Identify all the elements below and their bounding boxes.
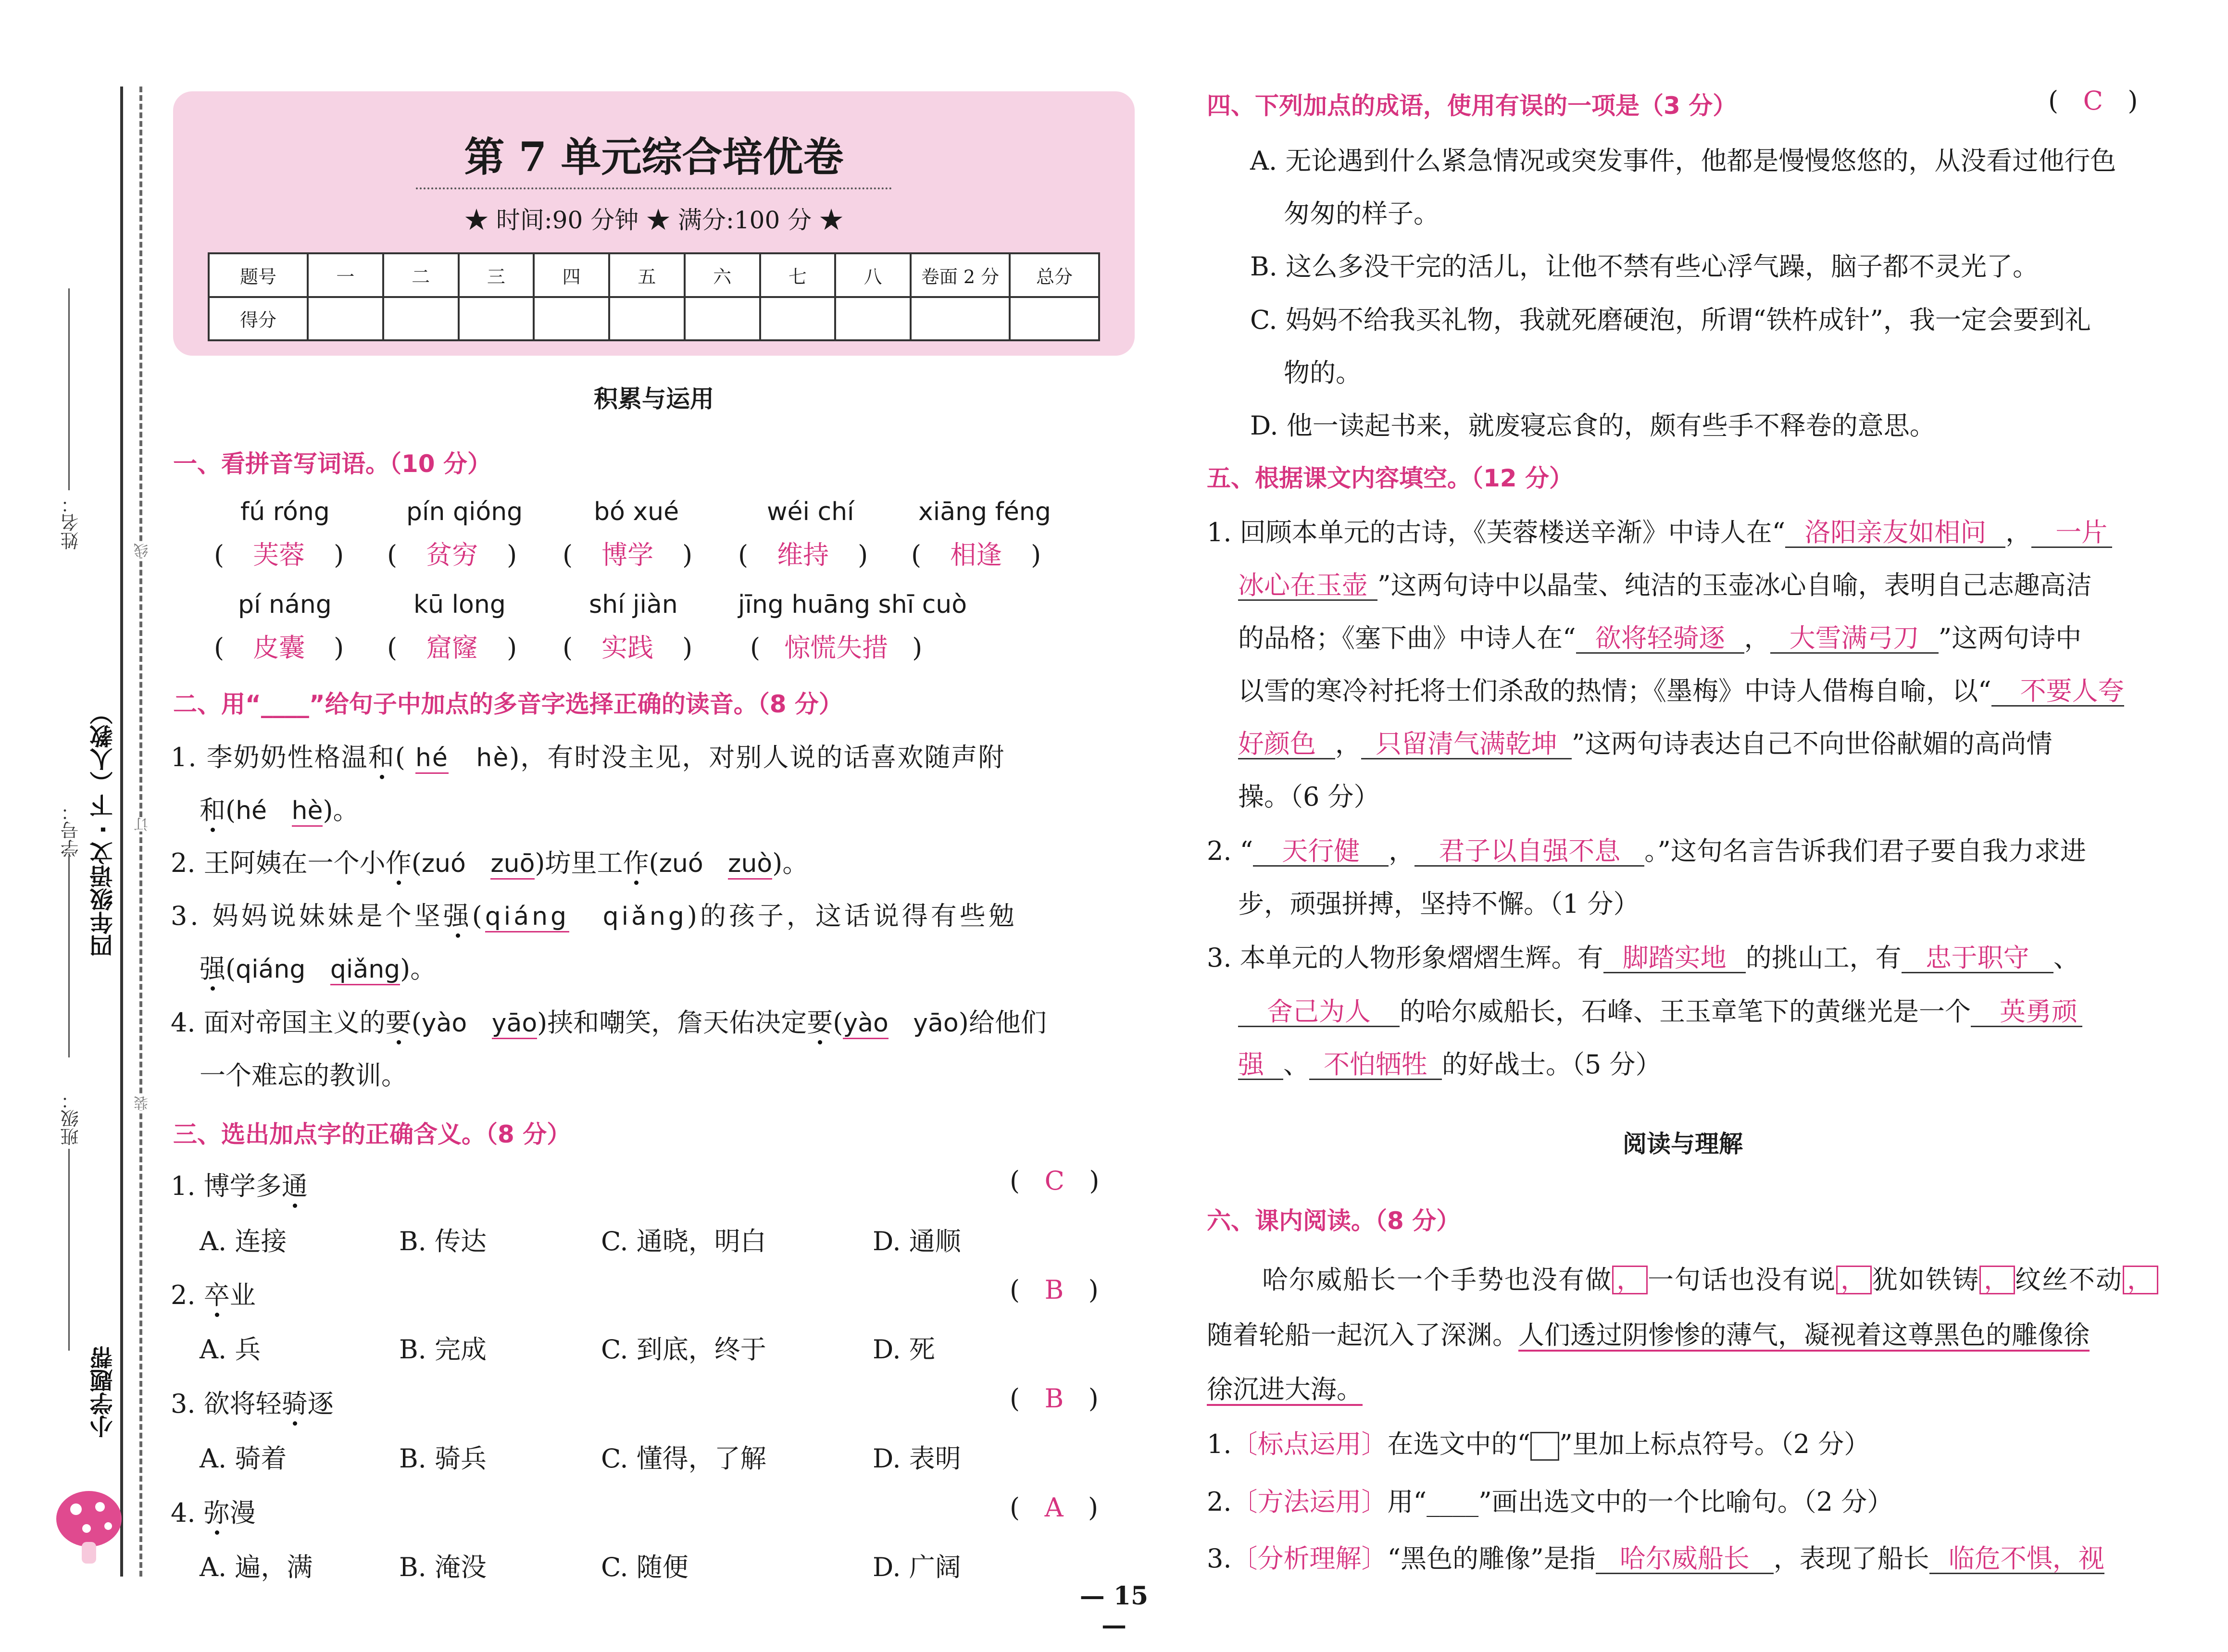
punctuation-box[interactable]: ， bbox=[1979, 1266, 2015, 1294]
pinyin-option[interactable]: qiáng bbox=[236, 955, 306, 984]
dotted-char: 和 bbox=[200, 795, 225, 825]
exam-info: ★ 时间:90 分钟 ★ 满分:100 分 ★ bbox=[464, 206, 844, 234]
score-cell: 题号 bbox=[209, 253, 308, 297]
score-cell: 一 bbox=[308, 253, 383, 297]
answer: 皮囊 bbox=[253, 633, 305, 663]
underlined-metaphor: 徐沉进大海。 bbox=[1207, 1374, 1363, 1404]
pinyin-option[interactable]: hè bbox=[476, 744, 510, 772]
question-tag: 〔分析理解〕 bbox=[1231, 1543, 1388, 1574]
q5-item-3-line2 bbox=[1238, 991, 2082, 1028]
text: 。 bbox=[782, 848, 809, 878]
text: 坊里工 bbox=[545, 848, 623, 878]
q2-item-1-line2 bbox=[200, 790, 359, 827]
q3-option: C. 到底，终于 bbox=[601, 1334, 766, 1365]
q3-option: D. 死 bbox=[873, 1334, 935, 1365]
q2-item-4-line2: 一个难忘的教训。 bbox=[200, 1060, 407, 1091]
book-label: 四年级语文 · 下（人教） bbox=[90, 702, 117, 957]
text: ( bbox=[395, 742, 406, 772]
text: 。 bbox=[410, 954, 437, 984]
q1-pinyin-1: fú róng bbox=[240, 497, 330, 526]
q3-option: B. 淹没 bbox=[399, 1552, 487, 1582]
text: 用“____”画出选文中的一个比喻句。（2 分） bbox=[1387, 1487, 1893, 1517]
score-cell: 四 bbox=[534, 253, 609, 297]
q1-answer-8: ( 实践 ) bbox=[563, 633, 693, 663]
score-cell: 五 bbox=[609, 253, 685, 297]
q2-item-3-line1: 3. 妈妈说妹妹是个坚强(qiáng qiǎng)的孩子，这话说得有些勉 bbox=[171, 895, 1017, 932]
q3-option: B. 完成 bbox=[399, 1334, 487, 1365]
q3-item-4 bbox=[171, 1492, 256, 1529]
punctuation-box[interactable]: ， bbox=[1836, 1266, 1872, 1294]
text: ”这两句诗表达自己不向世俗献媚的高尚情 bbox=[1572, 729, 2053, 759]
q3-answer-2[interactable]: ( B ) bbox=[1010, 1275, 1099, 1305]
text: 4. bbox=[171, 1498, 204, 1528]
q4-answer[interactable]: ( C ) bbox=[2048, 86, 2138, 116]
fill-blank[interactable]: 不要人夸 bbox=[1991, 677, 2124, 707]
q3-option: B. 骑兵 bbox=[399, 1443, 487, 1474]
q1-answer-1: ( 芙蓉 ) bbox=[214, 540, 344, 570]
text: ”这两句诗中 bbox=[1938, 623, 2082, 653]
text: )。 bbox=[323, 795, 359, 825]
text: 的孩子，这话说得有些勉 bbox=[700, 901, 1017, 931]
answer: 维持 bbox=[777, 540, 829, 570]
fill-blank[interactable]: 临危不惧，视 bbox=[1929, 1544, 2104, 1574]
answer: B bbox=[1044, 1275, 1064, 1305]
text: 3. bbox=[1207, 1543, 1232, 1574]
score-input[interactable] bbox=[534, 297, 609, 341]
q1-pinyin-2: pín qióng bbox=[406, 497, 523, 526]
q3-item-3 bbox=[171, 1383, 334, 1420]
text: 在选文中的“ bbox=[1387, 1429, 1531, 1459]
dotted-char: 强 bbox=[200, 954, 225, 984]
pinyin-option-selected[interactable]: yāo bbox=[492, 1009, 537, 1039]
q2-title: 二、用“____”给句子中加点的多音字选择正确的读音。（8 分） bbox=[173, 690, 843, 718]
q6-subq-2 bbox=[1207, 1481, 1893, 1518]
page-title: 第 7 单元综合培优卷 bbox=[464, 133, 844, 181]
pinyin-option-selected[interactable]: hé bbox=[415, 744, 449, 774]
text: 2. bbox=[1207, 1487, 1232, 1517]
dotted-char: 卒 bbox=[203, 1280, 230, 1310]
score-input[interactable] bbox=[685, 297, 760, 341]
q1-answer-6: ( 皮囊 ) bbox=[214, 633, 344, 663]
binding-line-outer bbox=[120, 87, 123, 1577]
text: 1. 博学多 bbox=[171, 1171, 282, 1201]
fill-blank[interactable]: 脚踏实地 bbox=[1603, 944, 1746, 973]
q5-item-1-line5 bbox=[1238, 723, 2053, 760]
punctuation-box[interactable]: ， bbox=[1612, 1266, 1648, 1294]
q1-pinyin-6: pí náng bbox=[238, 590, 332, 619]
q5-item-1-line3 bbox=[1238, 618, 2081, 655]
q1-answer-2: ( 贫穷 ) bbox=[387, 540, 517, 570]
answer: C bbox=[1044, 1166, 1064, 1196]
score-cell: 二 bbox=[383, 253, 459, 297]
id-blank bbox=[68, 856, 70, 1057]
q4-option-c-line2: 物的。 bbox=[1284, 358, 1362, 388]
fill-blank[interactable]: 强 bbox=[1238, 1050, 1283, 1080]
q1-pinyin-8: shí jiàn bbox=[589, 590, 678, 619]
text: 一句话也没有说 bbox=[1648, 1265, 1836, 1295]
q2-item-4-line1: 4. 面对帝国主义的要(yào yāo)挟和嘲笑，詹天佑决定要(yào yāo)给他们 bbox=[171, 1002, 1047, 1039]
answer: 窟窿 bbox=[426, 633, 478, 663]
text: 2. bbox=[171, 1280, 204, 1310]
text: 1. 回顾本单元的古诗，《芙蓉楼送辛渐》中诗人在“ bbox=[1207, 517, 1786, 547]
text: 2. “ bbox=[1207, 836, 1253, 866]
answer: 贫穷 bbox=[426, 540, 478, 570]
score-cell: 六 bbox=[685, 253, 760, 297]
id-label: 学号： bbox=[61, 803, 82, 857]
q6-title: 六、课内阅读。（8 分） bbox=[1207, 1207, 1461, 1235]
q4-option-c-line1: C. 妈妈不给我买礼物，我就死磨硬泡，所谓“铁杵成针”，我一定会要到礼 bbox=[1250, 305, 2091, 335]
fill-blank[interactable]: 忠于职守 bbox=[1902, 944, 2053, 973]
fill-blank[interactable]: 只留清气满乾坤 bbox=[1361, 730, 1572, 759]
q3-item-1 bbox=[171, 1166, 308, 1203]
text: 挟和嘲笑，詹天佑决定 bbox=[547, 1007, 807, 1038]
text: 以雪的寒冷衬托将士们杀敌的热情；《墨梅》中诗人借梅自喻，以“ bbox=[1238, 676, 1991, 706]
binding-word-line: 线 bbox=[132, 543, 153, 558]
q3-option: C. 通晓，明白 bbox=[601, 1226, 766, 1256]
score-input[interactable] bbox=[459, 297, 534, 341]
answer: 博学 bbox=[601, 540, 654, 570]
q1-pinyin-3: bó xué bbox=[594, 497, 679, 526]
text: 。”这句名言告诉我们君子要自我力求进 bbox=[1644, 836, 2086, 866]
text: 的品格；《塞下曲》中诗人在“ bbox=[1238, 623, 1576, 653]
text: 哈尔威船长一个手势也没有做 bbox=[1262, 1265, 1612, 1295]
fill-blank[interactable]: 英勇顽 bbox=[1971, 997, 2082, 1027]
pinyin-option[interactable]: yào bbox=[421, 1009, 467, 1038]
pinyin-option-selected[interactable]: zuò bbox=[728, 849, 772, 880]
score-table-score-row bbox=[209, 297, 1099, 341]
fill-blank[interactable]: 不怕牺牲 bbox=[1309, 1050, 1442, 1080]
q1-answer-5: ( 相逢 ) bbox=[911, 540, 1041, 570]
text: “黑色的雕像”是指 bbox=[1387, 1543, 1596, 1574]
text: 纹丝不动 bbox=[2015, 1265, 2123, 1295]
q5-item-1-line1 bbox=[1207, 512, 2112, 549]
score-input[interactable] bbox=[609, 297, 685, 341]
text: 的挑山工，有 bbox=[1745, 943, 1902, 973]
fill-blank[interactable]: 哈尔威船长 bbox=[1596, 1544, 1774, 1574]
text: 漫 bbox=[229, 1498, 256, 1528]
pinyin-option[interactable]: qiǎng bbox=[602, 902, 687, 931]
text: 1. 李奶奶性格温 bbox=[171, 742, 368, 772]
answer: 实践 bbox=[601, 633, 654, 663]
pinyin-option-selected[interactable]: yào bbox=[843, 1009, 888, 1039]
class-label: 班级： bbox=[61, 1091, 82, 1146]
score-row-label: 得分 bbox=[209, 297, 308, 341]
score-input[interactable] bbox=[308, 297, 383, 341]
name-blank bbox=[68, 288, 70, 490]
answer: 相逢 bbox=[950, 540, 1002, 570]
empty-box-icon bbox=[1530, 1432, 1559, 1461]
q5-item-3-line3 bbox=[1238, 1044, 1662, 1081]
pinyin-option-selected[interactable]: qiáng bbox=[485, 902, 569, 932]
text: 3. 欲将轻 bbox=[171, 1389, 282, 1419]
q6-subq-3 bbox=[1207, 1538, 2104, 1575]
score-table-header-row bbox=[209, 253, 1099, 297]
text: 逐 bbox=[307, 1389, 334, 1419]
text: 4. 面对帝国主义的 bbox=[171, 1007, 386, 1038]
q5-item-3-line1 bbox=[1207, 937, 2079, 974]
q3-title: 三、选出加点字的正确含义。（8 分） bbox=[173, 1120, 571, 1148]
dotted-char: 作 bbox=[623, 848, 649, 878]
pinyin-option[interactable]: zuó bbox=[421, 849, 466, 878]
question-tag: 〔标点运用〕 bbox=[1231, 1429, 1388, 1459]
fill-blank[interactable]: 天行健 bbox=[1253, 837, 1389, 867]
q3-option: B. 传达 bbox=[399, 1226, 487, 1256]
header-card bbox=[173, 91, 1135, 356]
dotted-char: 要 bbox=[807, 1007, 833, 1038]
text: 1. bbox=[1207, 1429, 1232, 1459]
text: 随着轮船一起沉入了深渊。 bbox=[1207, 1320, 1518, 1350]
dotted-char: 作 bbox=[385, 848, 412, 878]
text: ， bbox=[2005, 517, 2032, 547]
text: ， bbox=[1744, 623, 1770, 653]
fill-blank[interactable]: 洛阳亲友如相问 bbox=[1785, 518, 2005, 548]
q3-option: D. 广阔 bbox=[873, 1552, 961, 1582]
text: ， bbox=[1335, 729, 1361, 759]
q4-title: 四、下列加点的成语，使用有误的一项是（3 分） bbox=[1207, 92, 1737, 120]
q3-item-2 bbox=[171, 1275, 256, 1312]
punctuation-box[interactable]: ， bbox=[2123, 1266, 2158, 1294]
score-input[interactable] bbox=[760, 297, 836, 341]
q3-answer-4[interactable]: ( A ) bbox=[1010, 1492, 1099, 1523]
pinyin-option-selected[interactable]: qiǎng bbox=[330, 955, 400, 985]
q2-item-2: 2. 王阿姨在一个小作(zuó zuō)坊里工作(zuó zuò)。 bbox=[171, 843, 808, 880]
text: ，表现了船长 bbox=[1773, 1543, 1929, 1574]
q5-item-1-line2 bbox=[1238, 565, 2092, 602]
dotted-char: 要 bbox=[385, 1007, 412, 1038]
text: 、 bbox=[2053, 943, 2079, 973]
text: 的好战士。（5 分） bbox=[1442, 1049, 1662, 1080]
underlined-metaphor: 人们透过阴惨惨的薄气，凝视着这尊黑色的雕像徐 bbox=[1518, 1320, 2090, 1350]
fill-blank[interactable]: 冰心在玉壶 bbox=[1238, 571, 1377, 601]
binding-line-dashed bbox=[139, 87, 142, 1577]
q6-passage-line2 bbox=[1207, 1315, 2090, 1352]
text: 3. 妈妈说妹妹是个坚 bbox=[171, 901, 443, 931]
pinyin-option[interactable]: zuó bbox=[659, 849, 703, 878]
score-input[interactable] bbox=[383, 297, 459, 341]
q1-pinyin-9: jīng huāng shī cuò bbox=[738, 590, 967, 619]
q6-subq-1 bbox=[1207, 1424, 1870, 1461]
class-blank bbox=[68, 1149, 70, 1351]
dotted-char: 通 bbox=[281, 1171, 308, 1201]
score-cell: 卷面 2 分 bbox=[911, 253, 1010, 297]
q3-answer-1[interactable]: ( C ) bbox=[1010, 1166, 1100, 1196]
pinyin-option-selected[interactable]: hè bbox=[292, 796, 323, 827]
answer: 芙蓉 bbox=[253, 540, 305, 570]
q3-option: A. 兵 bbox=[200, 1334, 261, 1365]
q3-option: D. 通顺 bbox=[873, 1226, 961, 1256]
dotted-char: 弥 bbox=[203, 1498, 230, 1528]
q1-pinyin-5: xiāng féng bbox=[918, 497, 1051, 526]
fill-blank[interactable]: 一片 bbox=[2031, 518, 2112, 548]
score-input[interactable] bbox=[911, 297, 1010, 341]
q5-item-2-line2: 步，顽强拼搏，坚持不懈。（1 分） bbox=[1238, 889, 1640, 919]
fill-blank[interactable]: 欲将轻骑逐 bbox=[1576, 624, 1744, 654]
score-cell: 七 bbox=[760, 253, 836, 297]
section-reading: 阅读与理解 bbox=[1623, 1130, 1743, 1158]
q3-option: D. 表明 bbox=[873, 1443, 961, 1474]
score-cell: 八 bbox=[835, 253, 911, 297]
q5-item-2-line1 bbox=[1207, 831, 2086, 868]
q2-item-3-line2: 强(qiáng qiǎng)。 bbox=[200, 948, 436, 985]
text: ”这两句诗中以晶莹、纯洁的玉壶冰心自喻，表明自己志趣高洁 bbox=[1377, 570, 2092, 600]
text: ”里加上标点符号。（2 分） bbox=[1559, 1429, 1870, 1459]
pinyin-option[interactable]: yāo bbox=[913, 1009, 959, 1038]
q5-title: 五、根据课文内容填空。（12 分） bbox=[1207, 464, 1573, 492]
score-cell: 三 bbox=[459, 253, 534, 297]
q4-option-a-line2: 匆匆的样子。 bbox=[1284, 199, 1439, 229]
q3-option: A. 连接 bbox=[200, 1226, 287, 1256]
pinyin-option-selected[interactable]: zuō bbox=[490, 849, 535, 880]
score-cell: 总分 bbox=[1010, 253, 1099, 297]
answer: B bbox=[1044, 1383, 1064, 1414]
q1-pinyin-7: kū long bbox=[413, 590, 506, 619]
text: )，有时没主见，对别人说的话喜欢随声附 bbox=[509, 742, 1005, 772]
q2-item-1-line1 bbox=[171, 737, 1005, 774]
answer: A bbox=[1044, 1492, 1064, 1523]
q3-option: C. 懂得，了解 bbox=[601, 1443, 766, 1474]
text: ， bbox=[1389, 836, 1415, 866]
text: 犹如铁铸 bbox=[1872, 1265, 1979, 1295]
q4-option-b: B. 这么多没干完的活儿，让他不禁有些心浮气躁，脑子都不灵光了。 bbox=[1250, 251, 2039, 282]
dotted-char: 骑 bbox=[281, 1389, 308, 1419]
q1-pinyin-4: wéi chí bbox=[767, 497, 854, 526]
section-accumulation: 积累与运用 bbox=[594, 385, 714, 413]
q5-item-1-line4 bbox=[1238, 671, 2124, 708]
q4-option-d: D. 他一读起书来，就废寝忘食的，颇有些手不释卷的意思。 bbox=[1250, 410, 1936, 441]
answer: 惊慌失措 bbox=[784, 633, 889, 663]
q6-passage-line3 bbox=[1207, 1369, 1363, 1406]
mushroom-logo-icon bbox=[53, 1485, 125, 1567]
q1-title: 一、看拼音写词语。（10 分） bbox=[173, 450, 491, 478]
q1-answer-4: ( 维持 ) bbox=[738, 540, 868, 570]
q3-option: A. 骑着 bbox=[200, 1443, 287, 1474]
text: 业 bbox=[229, 1280, 256, 1310]
dotted-char: 和 bbox=[368, 742, 395, 772]
text: 的哈尔威船长，石峰、王玉章笔下的黄继光是一个 bbox=[1400, 996, 1971, 1027]
q6-passage-line1 bbox=[1262, 1259, 2158, 1296]
question-tag: 〔方法运用〕 bbox=[1231, 1487, 1388, 1517]
binding-word-install: 装 bbox=[132, 1096, 153, 1110]
text: 3. 本单元的人物形象熠熠生辉。有 bbox=[1207, 943, 1603, 973]
q4-option-a-line1: A. 无论遇到什么紧急情况或突发事件，他都是慢慢悠悠的，从没看过他行色 bbox=[1250, 146, 2116, 176]
score-input[interactable] bbox=[835, 297, 911, 341]
text: 、 bbox=[1283, 1049, 1309, 1080]
answer: C bbox=[2083, 86, 2103, 116]
q3-option: A. 遍，满 bbox=[200, 1552, 313, 1582]
q3-option: C. 随便 bbox=[601, 1552, 688, 1582]
q1-answer-9: ( 惊慌失措 ) bbox=[750, 633, 923, 663]
q5-item-1-line6: 操。（6 分） bbox=[1238, 782, 1380, 812]
score-table bbox=[208, 252, 1100, 341]
page-number: — 15 — bbox=[1079, 1581, 1149, 1640]
fill-blank[interactable]: 舍己为人 bbox=[1238, 997, 1400, 1027]
text: 给他们 bbox=[968, 1007, 1047, 1038]
q1-answer-7: ( 窟窿 ) bbox=[387, 633, 517, 663]
brand-label: 小学题帮 bbox=[90, 1346, 117, 1438]
fill-blank[interactable]: 君子以自强不息 bbox=[1414, 837, 1644, 867]
fill-blank[interactable]: 好颜色 bbox=[1238, 730, 1335, 759]
dotted-char: 强 bbox=[443, 901, 472, 931]
binding-word-order: 订 bbox=[132, 817, 153, 832]
fill-blank[interactable]: 大雪满弓刀 bbox=[1770, 624, 1939, 654]
name-label: 姓名： bbox=[61, 495, 82, 550]
text: 2. 王阿姨在一个小 bbox=[171, 848, 386, 878]
pinyin-option[interactable]: hé bbox=[236, 796, 267, 825]
title-divider bbox=[416, 187, 892, 189]
q3-answer-3[interactable]: ( B ) bbox=[1010, 1383, 1099, 1414]
text: ( bbox=[225, 795, 236, 825]
score-input[interactable] bbox=[1010, 297, 1099, 341]
q1-answer-3: ( 博学 ) bbox=[563, 540, 693, 570]
